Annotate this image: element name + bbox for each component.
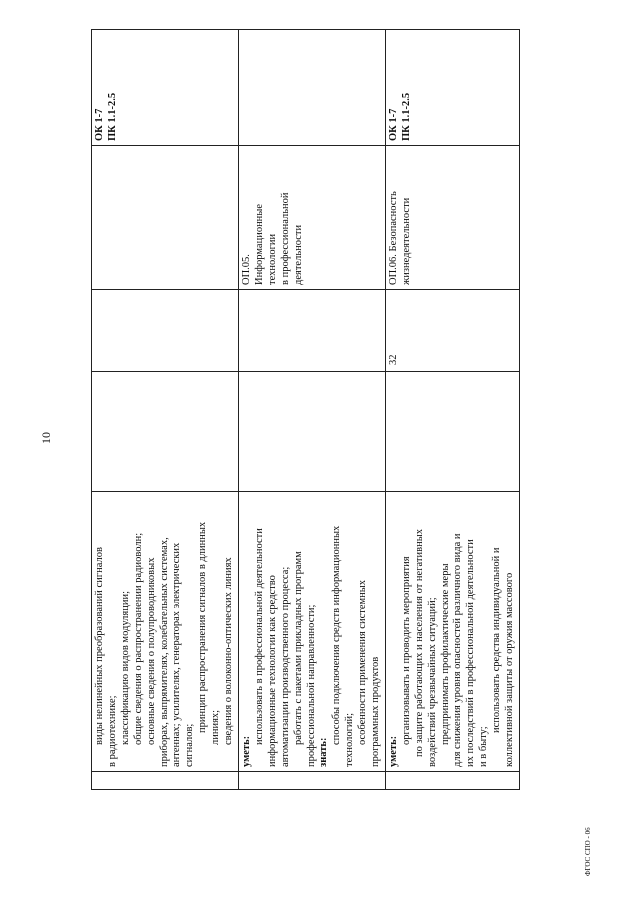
text-line: программных продуктов (370, 656, 382, 767)
row-index-cell (238, 772, 385, 790)
discipline-line: ОП.05. (240, 254, 252, 285)
text-line: организовывать и проводить мероприятия (400, 556, 412, 745)
empty-cell (385, 372, 519, 492)
text-line: технологий; (344, 712, 356, 767)
text-line: сведения о волоконно-оптических линиях (223, 557, 235, 745)
text-line: уметь: (240, 735, 252, 767)
text-line: использовать в профессиональной деятельности (253, 528, 265, 745)
skills-cell (385, 492, 519, 772)
competencies-cell (238, 30, 385, 146)
knowledge-cell (92, 492, 239, 772)
text-line: классификацию видов модуляции; (119, 591, 131, 745)
discipline-cell (238, 146, 385, 290)
competencies-cell (385, 30, 519, 146)
skills-cell (238, 492, 385, 772)
empty-cell (238, 372, 385, 492)
hours-cell (92, 290, 239, 372)
text-line: особенности применения системных (357, 579, 369, 745)
text-line: основные сведения о полупроводниковых (145, 557, 157, 745)
text-line: информационные технологии как средство (266, 575, 278, 767)
text-line: коллективной защиты от оружия массового (504, 572, 516, 767)
table-row (238, 30, 385, 790)
text-line: в радиотехнике; (106, 695, 118, 767)
discipline-line: жизнедеятельности (400, 197, 412, 285)
hours-cell (238, 290, 385, 372)
text-line: и в быту; (478, 726, 490, 767)
text-line: общие сведения о распространении радиоволн; (132, 532, 144, 745)
competency-table-frame (91, 30, 516, 790)
discipline-line: ОП.06. Безопасность (387, 191, 399, 285)
text-line: профессиональной направленности; (305, 604, 317, 767)
competency-code: ОК 1-7 (387, 108, 399, 141)
competencies-cell (92, 30, 239, 146)
text-line: линиях; (210, 709, 222, 745)
discipline-cell (385, 146, 519, 290)
row-index-cell (92, 772, 239, 790)
text-line: приборах, выпрямителях, колебательных системах, (158, 537, 170, 767)
table-row (385, 30, 519, 790)
text-line: сигналов; (184, 723, 196, 767)
empty-cell (92, 372, 239, 492)
text-line: антеннах; усилителях, генераторах электрических (171, 542, 183, 767)
discipline-line: технологии (266, 233, 278, 285)
discipline-line: в профессиональной (279, 192, 291, 285)
competency-code: ПК 1.1-2.5 (106, 92, 118, 141)
text-line: принцип распространения сигналов в длинных (197, 521, 209, 733)
discipline-cell (92, 146, 239, 290)
hours-cell (385, 290, 519, 372)
text-line: по защите работающих и населения от негативных (413, 528, 425, 757)
footer-code: ФГОС СПО - 06 (584, 827, 592, 876)
text-line: знать: (318, 737, 330, 767)
text-line: для снижения уровня опасностей различного вида и (452, 533, 464, 767)
text-line: работать с пакетами прикладных программ (292, 551, 304, 745)
discipline-line: деятельности (292, 224, 304, 285)
text-line: способы подключения средств информационных (331, 525, 343, 745)
text-line: использовать средства индивидуальной и (491, 547, 503, 733)
row-index-cell (385, 772, 519, 790)
hours-value: 32 (387, 354, 399, 365)
page-number: 10 (39, 432, 53, 444)
text-line: виды нелинейных преобразований сигналов (94, 547, 105, 745)
text-line: воздействий чрезвычайных ситуаций; (426, 597, 438, 767)
text-line: автоматизации производственного процесса; (279, 566, 291, 767)
table-row (92, 30, 239, 790)
text-line: их последствий в профессиональной деятельности (465, 539, 477, 767)
discipline-line: Информационные (253, 203, 265, 285)
competency-code: ПК 1.1-2.5 (400, 92, 412, 141)
text-line: предпринимать профилактические меры (439, 563, 451, 745)
competency-table (91, 29, 520, 790)
text-line: уметь: (387, 735, 399, 767)
competency-code: ОК 1-7 (94, 108, 105, 141)
